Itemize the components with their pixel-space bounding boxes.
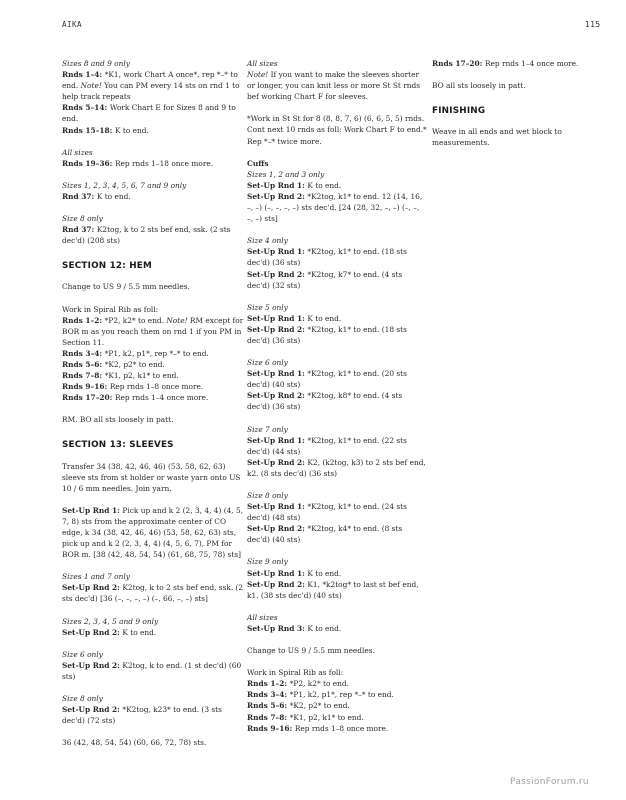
- row-label: Rnds 3–4:: [62, 348, 105, 358]
- size-label: Sizes 1, 2, 3, 4, 5, 6, 7 and 9 only: [62, 180, 187, 190]
- row-text: *K2tog, k7* to end. (4 sts dec'd) (32 sts): [247, 269, 403, 290]
- row-text: K1, *k2tog* to last st bef end, k1. (38 sts dec'd) (40 sts): [247, 579, 419, 600]
- paragraph: *Work in St St for 8 (8, 8, 7, 6) (6, 6, 5, 5) rnds. Cont next 10 rnds as foll: Work Chart F to end.*: [247, 114, 427, 135]
- row-label: Rnd 37:: [62, 191, 97, 201]
- paragraph: Change to US 9 / 5.5 mm needles.: [62, 282, 190, 292]
- row-text: K2tog, k to 2 sts bef end, ssk. (2 sts dec'd) (208 sts): [62, 225, 231, 246]
- instruction-row: [62, 370, 244, 381]
- instruction-row: [62, 359, 244, 370]
- size-label: All sizes: [62, 147, 93, 157]
- row-text: Rep rnds 1–8 once more.: [109, 382, 204, 392]
- row-label: Set-Up Rnd 2:: [62, 705, 123, 715]
- row-text: *K2, p2* to end.: [104, 359, 165, 369]
- row-text: K2tog, k to 2 sts bef end, ssk. (2 sts dec'd) [36 (–, –, –, –) (–, 66, –, –) sts]: [62, 583, 244, 604]
- paragraph: BO all sts loosely in patt.: [432, 81, 526, 91]
- row-label: Rnds 5–6:: [62, 359, 105, 369]
- instruction-row: [62, 102, 244, 124]
- size-label: Size 4 only: [247, 236, 288, 246]
- row-label: Rnds 5–6:: [247, 701, 290, 711]
- section-heading-hem: SECTION 12: HEM: [62, 261, 152, 272]
- instruction-row: [247, 623, 427, 634]
- instruction-row: [62, 381, 244, 392]
- row-text: *P2, k2* to end.: [104, 315, 167, 325]
- instruction-row: [62, 191, 244, 202]
- row-text: *K1, p2, k1* to end.: [104, 371, 179, 381]
- row-label: Set-Up Rnd 2:: [247, 457, 308, 467]
- instruction-row: [247, 700, 427, 711]
- size-label: Size 8 only: [62, 214, 103, 224]
- row-text: *P2, k2* to end.: [289, 679, 349, 689]
- instruction-row: [62, 505, 244, 560]
- row-text: *K1, p2, k1* to end.: [289, 712, 364, 722]
- row-label: Set-Up Rnd 1:: [247, 369, 308, 379]
- instruction-row: [62, 627, 244, 638]
- size-label: Size 9 only: [247, 557, 288, 567]
- row-text: K2tog, k to end. (1 st dec'd) (60 sts): [62, 660, 242, 681]
- row-text: *K2tog, k23* to end. (3 sts dec'd) (72 sts): [62, 705, 222, 726]
- instruction-row: [247, 678, 427, 689]
- instruction-row: [247, 689, 427, 700]
- instruction-row: [247, 435, 427, 457]
- row-label: Rnds 19–36:: [62, 158, 115, 168]
- paragraph: Rep *–* twice more.: [247, 136, 322, 146]
- paragraph: RM. BO all sts loosely in patt.: [62, 415, 174, 425]
- section-heading-sleeves: SECTION 13: SLEEVES: [62, 440, 174, 451]
- row-text: K to end.: [96, 191, 131, 201]
- note-label: Note!: [166, 315, 188, 325]
- column-3: [432, 58, 587, 159]
- size-label: Sizes 1, 2 and 3 only: [247, 169, 325, 179]
- instruction-row: [247, 523, 427, 545]
- row-text: K to end.: [307, 568, 342, 578]
- row-label: Rnds 9–16:: [247, 723, 295, 733]
- row-label: Set-Up Rnd 1:: [247, 568, 308, 578]
- instruction-row: [62, 224, 244, 246]
- size-label: Size 8 only: [247, 491, 288, 500]
- instruction-row: [62, 582, 244, 604]
- row-text: *K2tog, k1* to end. (18 sts dec'd) (36 sts): [247, 247, 407, 268]
- row-label: Set-Up Rnd 2:: [62, 660, 123, 670]
- instruction-row: [247, 246, 427, 268]
- row-label: Set-Up Rnd 2:: [247, 391, 308, 401]
- instruction-row: [247, 313, 427, 324]
- watermark: PassionForum.ru: [510, 777, 589, 787]
- instruction-row: [62, 660, 244, 682]
- row-label: Rnds 5–14:: [62, 103, 110, 113]
- row-text: You can PM every 14 sts on rnd 1 to help track repeats: [62, 81, 240, 102]
- instruction-row: [247, 568, 427, 579]
- row-text: K to end.: [307, 313, 342, 323]
- row-text: *K2tog, k1* to end. (20 sts dec'd) (40 sts): [247, 369, 407, 390]
- paragraph: Change to US 9 / 5.5 mm needles.: [247, 646, 375, 656]
- instruction-row: [62, 125, 244, 136]
- running-header-title: AIKA: [62, 20, 83, 29]
- instruction-row: [247, 723, 427, 734]
- size-label: Size 6 only: [247, 358, 288, 368]
- instruction-row: [247, 269, 427, 291]
- row-text: Work Chart E for Sizes 8 and 9 to end.: [62, 103, 236, 124]
- row-text: K to end.: [122, 627, 157, 637]
- row-text: K to end.: [307, 623, 342, 633]
- row-label: Set-Up Rnd 2:: [247, 579, 308, 589]
- instruction-row: [247, 191, 427, 224]
- paragraph: Transfer 34 (38, 42, 46, 46) (53, 58, 62, 63) sleeve sts from st holder or waste yarn onto US 10 / 6 mm needles. Join yarn.: [62, 461, 241, 493]
- instruction-row: [247, 324, 427, 346]
- subheading-cuffs: Cuffs: [247, 158, 269, 168]
- row-text: Rep rnds 1–4 once more.: [114, 393, 209, 403]
- size-label: Sizes 8 and 9 only: [62, 59, 130, 68]
- row-label: Set-Up Rnd 2:: [247, 191, 308, 201]
- row-label: Rnds 15–18:: [62, 125, 115, 135]
- row-text: *K2tog, k1* to end. (18 sts dec'd) (36 sts): [247, 324, 407, 345]
- row-label: Rnds 7–8:: [62, 371, 105, 381]
- row-text: *K2, p2* to end.: [289, 701, 350, 711]
- row-label: Rnds 7–8:: [247, 712, 290, 722]
- row-text: Rep rnds 1–8 once more.: [294, 723, 389, 733]
- row-text: RM except for BOR m as you reach them on rnd 1 if you PM in Section 11.: [62, 315, 244, 347]
- row-text: *K2tog, k4* to end. (8 sts dec'd) (40 sts): [247, 524, 403, 545]
- instruction-row: [62, 348, 244, 359]
- instruction-row: [62, 158, 244, 169]
- instruction-row: [62, 69, 244, 102]
- row-label: Set-Up Rnd 1:: [247, 435, 308, 445]
- instruction-row: [247, 368, 427, 390]
- row-label: Set-Up Rnd 1:: [247, 247, 308, 257]
- section-heading-finishing: FINISHING: [432, 106, 486, 117]
- row-label: Rnds 17–20:: [432, 59, 485, 68]
- row-text: *P1, k2, p1*, rep *–* to end.: [289, 690, 394, 700]
- instruction-row: [62, 315, 244, 348]
- row-text: K to end.: [307, 180, 342, 190]
- row-label: Set-Up Rnd 2:: [247, 324, 308, 334]
- note-label: Note!: [247, 70, 269, 80]
- instruction-row: [247, 390, 427, 412]
- row-label: Set-Up Rnd 1:: [247, 313, 308, 323]
- row-label: Set-Up Rnd 1:: [247, 180, 308, 190]
- row-label: Set-Up Rnd 2:: [247, 524, 308, 534]
- instruction-row: [62, 392, 244, 403]
- row-text: Rep rnds 1–18 once more.: [114, 158, 214, 168]
- row-label: Rnds 1–2:: [62, 315, 105, 325]
- size-label: Size 5 only: [247, 302, 288, 312]
- instruction-row: [247, 579, 427, 601]
- row-label: Rnds 17–20:: [62, 393, 115, 403]
- row-text: K to end.: [114, 125, 149, 135]
- row-label: Rnds 1–2:: [247, 679, 290, 689]
- paragraph: Work in Spiral Rib as foll:: [62, 304, 159, 314]
- page-number: 115: [585, 20, 601, 29]
- size-label: Sizes 1 and 7 only: [62, 572, 130, 582]
- row-label: Rnd 37:: [62, 225, 97, 235]
- row-text: *K2tog, k1* to end. (22 sts dec'd) (44 sts): [247, 435, 407, 456]
- instruction-row: [247, 180, 427, 191]
- row-text: Rep rnds 1–4 once more.: [484, 59, 579, 68]
- instruction-row: [247, 457, 427, 479]
- row-label: Set-Up Rnd 1:: [247, 502, 308, 512]
- row-text: *K2tog, k1* to end. 12 (14, 16, –, –) (–, –, –, –) sts dec'd. [24 (28, 32, –, –) (–, –, –, –) sts]: [247, 191, 423, 224]
- column-1: [62, 58, 244, 759]
- row-label: Set-Up Rnd 3:: [247, 623, 308, 633]
- row-label: Rnds 9–16:: [62, 382, 110, 392]
- paragraph: [247, 69, 427, 102]
- note-label: Note!: [80, 81, 102, 91]
- size-label: Size 8 only: [62, 694, 103, 704]
- row-label: Rnds 1–4:: [62, 70, 105, 80]
- row-label: Set-Up Rnd 1:: [62, 505, 123, 515]
- instruction-row: [432, 58, 587, 69]
- row-text: *K2tog, k1* to end. (24 sts dec'd) (48 sts): [247, 502, 407, 523]
- size-label: Size 7 only: [247, 424, 288, 434]
- row-label: Set-Up Rnd 2:: [62, 583, 123, 593]
- column-2: [247, 58, 427, 734]
- instruction-row: [247, 501, 427, 523]
- row-text: K2, (k2tog, k3) to 2 sts bef end, k2. (8 sts dec'd) (36 sts): [247, 457, 426, 478]
- size-label: Size 6 only: [62, 649, 103, 659]
- row-text: *K2tog, k8* to end. (4 sts dec'd) (36 sts): [247, 391, 403, 412]
- paragraph: Weave in all ends and wet block to measurements.: [432, 127, 562, 148]
- row-text: *P1, k2, p1*, rep *–* to end.: [104, 348, 209, 358]
- instruction-row: [62, 704, 244, 726]
- row-label: Rnds 3–4:: [247, 690, 290, 700]
- row-label: Set-Up Rnd 2:: [247, 269, 308, 279]
- row-text: Pick up and k 2 (2, 3, 4, 4) (4, 5, 7, 8) sts from the approximate center of CO edge, k 34 (38, 42, 46, 46) (53, 58, 62, 63) sts, pick up and k 2 (2, 3, 4, 4) (4, 5, 6, 7), PM for BOR m. [38 (42, 48, 54, 54) (61, 68, 75, 78) sts]: [62, 505, 244, 560]
- note-text: If you want to make the sleeves shorter or longer, you can knit less or more St St rnds bef working Chart F for sleeves.: [247, 70, 421, 102]
- size-label: Sizes 2, 3, 4, 5 and 9 only: [62, 616, 159, 626]
- paragraph: Work in Spiral Rib as foll:: [247, 668, 344, 678]
- size-label: All sizes: [247, 612, 278, 622]
- paragraph: 36 (42, 48, 54, 54) (60, 66, 72, 78) sts.: [62, 738, 207, 748]
- row-label: Set-Up Rnd 2:: [62, 627, 123, 637]
- size-label: All sizes: [247, 59, 278, 68]
- row-text: *K1, work Chart A once*, rep *–* to end.: [62, 70, 238, 91]
- instruction-row: [247, 712, 427, 723]
